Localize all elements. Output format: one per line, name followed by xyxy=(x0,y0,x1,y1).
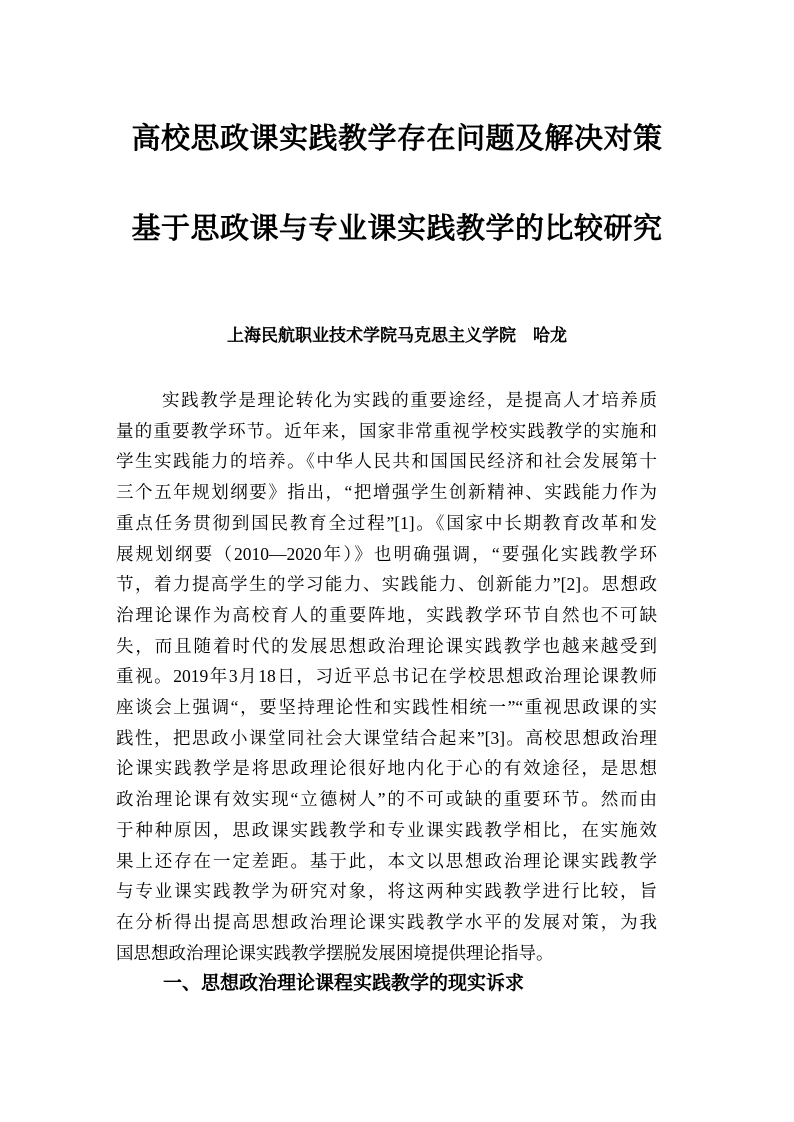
paragraph-line-19: 国思想政治理论课实践教学摆脱发展困境提供理论指导。 xyxy=(116,942,554,963)
section-heading: 一、思想政治理论课程实践教学的现实诉求 xyxy=(163,973,525,994)
paragraph-line-4: 三个五年规划纲要》指出，“把增强学生创新精神、实践能力作为 xyxy=(116,482,657,503)
paragraph-line-9: 失，而且随着时代的发展思想政治理论课实践教学也越来越受到 xyxy=(116,635,657,656)
paragraph-line-1: 实践教学是理论转化为实践的重要途经，是提高人才培养质 xyxy=(162,390,657,410)
paragraph-line-13: 论课实践教学是将思政理论很好地内化于心的有效途径，是思想 xyxy=(116,758,657,779)
paragraph-line-3: 学生实践能力的培养。《中华人民共和国国民经济和社会发展第十 xyxy=(116,451,657,472)
introduction-paragraph xyxy=(116,385,657,968)
paragraph-line-15: 于种种原因，思政课实践教学和专业课实践教学相比，在实施效 xyxy=(116,819,657,840)
paragraph-line-12: 践性，把思政小课堂同社会大课堂结合起来”[3]。高校思想政治理 xyxy=(116,727,657,748)
document-title-line1: 高校思政课实践教学存在问题及解决对策 xyxy=(131,123,663,155)
paragraph-line-10: 重视。2019年3月18日，习近平总书记在学校思想政治理论课教师 xyxy=(116,666,657,687)
paragraph-line-16: 果上还存在一定差距。基于此，本文以思想政治理论课实践教学 xyxy=(116,850,657,871)
author-affiliation-line: 上海民航职业技术学院马克思主义学院 哈龙 xyxy=(227,326,567,345)
paragraph-line-2: 量的重要教学环节。近年来，国家非常重视学校实践教学的实施和 xyxy=(116,420,657,441)
paragraph-line-7: 节，着力提高学生的学习能力、实践能力、创新能力”[2]。思想政 xyxy=(116,574,657,595)
paragraph-line-17: 与专业课实践教学为研究对象，将这两种实践教学进行比较，旨 xyxy=(116,881,657,902)
paragraph-line-11: 座谈会上强调“，要坚持理论性和实践性相统一”“重视思政课的实 xyxy=(116,697,657,718)
paragraph-line-14: 政治理论课有效实现“立德树人”的不可或缺的重要环节。然而由 xyxy=(116,789,657,810)
document-title-line2: 基于思政课与专业课实践教学的比较研究 xyxy=(131,213,663,245)
paragraph-line-18: 在分析得出提高思想政治理论课实践教学水平的发展对策，为我 xyxy=(116,911,657,932)
paragraph-line-6: 展规划纲要（2010—2020年）》也明确强调，“要强化实践教学环 xyxy=(116,543,657,564)
paragraph-line-5: 重点任务贯彻到国民教育全过程”[1]。《国家中长期教育改革和发 xyxy=(116,512,657,533)
paragraph-line-8: 治理论课作为高校育人的重要阵地，实践教学环节自然也不可缺 xyxy=(116,604,657,625)
